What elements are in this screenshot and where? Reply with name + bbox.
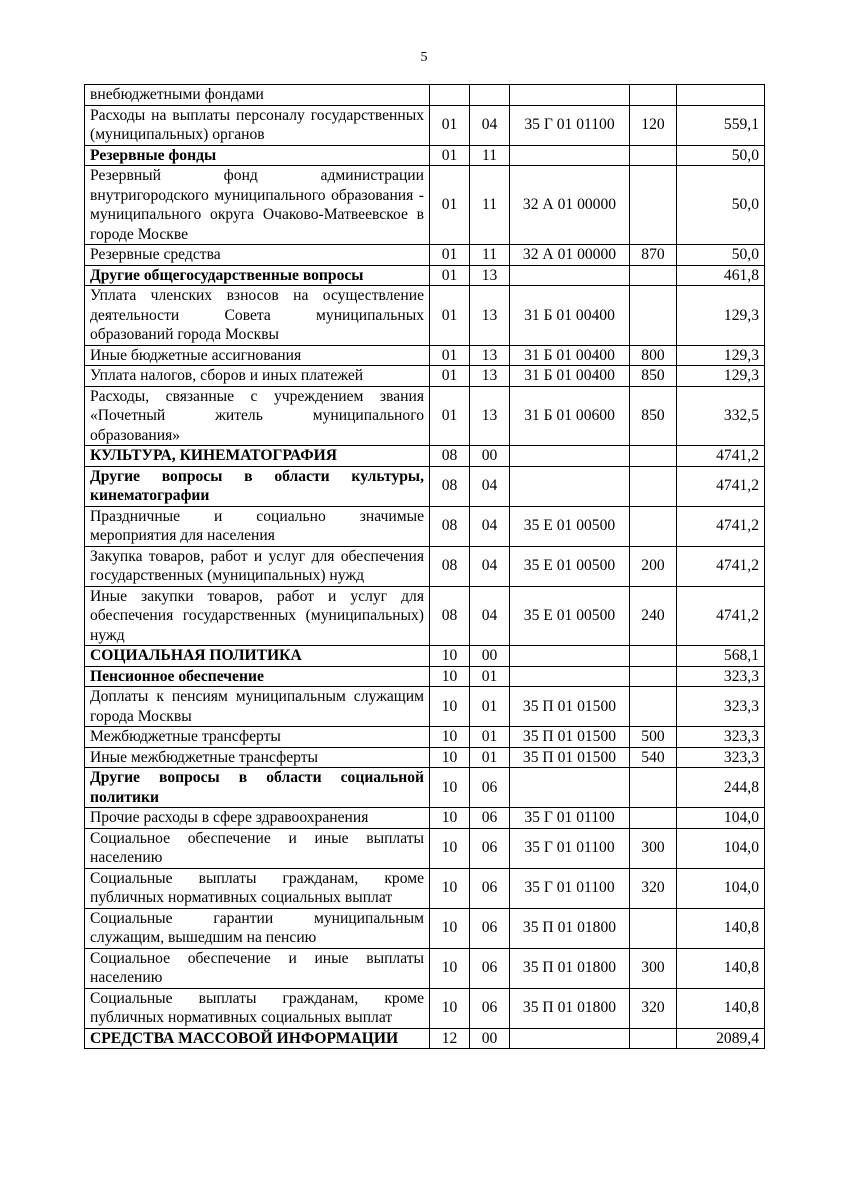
row-section-cell: 10 [430, 768, 470, 808]
table-row [85, 768, 765, 808]
row-section-cell: 08 [430, 466, 470, 506]
row-name-cell: Социальные гарантии муниципальным служащим, вышедшим на пенсию [85, 908, 430, 948]
row-amount-cell: 332,5 [677, 386, 765, 446]
row-name-cell: Прочие расходы в сфере здравоохранения [85, 808, 430, 829]
row-name-cell: Праздничные и социально значимые мероприятия для населения [85, 506, 430, 546]
row-expense-type-cell [630, 446, 677, 467]
table-row [85, 386, 765, 446]
row-target-article-cell [510, 466, 630, 506]
row-section-cell: 10 [430, 727, 470, 748]
table-row [85, 687, 765, 727]
row-target-article-cell [510, 446, 630, 467]
row-expense-type-cell [630, 1028, 677, 1049]
row-section-cell: 01 [430, 366, 470, 387]
row-subsection-cell: 06 [470, 868, 510, 908]
row-section-cell: 08 [430, 586, 470, 646]
table-row [85, 828, 765, 868]
row-name-cell: Уплата членских взносов на осуществление деятельности Совета муниципальных образований города Москвы [85, 286, 430, 346]
row-amount-cell: 323,3 [677, 666, 765, 687]
table-row [85, 166, 765, 245]
row-expense-type-cell [630, 666, 677, 687]
row-target-article-cell: 31 Б 01 00400 [510, 345, 630, 366]
row-subsection-cell: 06 [470, 948, 510, 988]
table-row [85, 646, 765, 667]
row-subsection-cell: 11 [470, 145, 510, 166]
row-section-cell: 01 [430, 145, 470, 166]
row-amount-cell: 50,0 [677, 245, 765, 266]
row-expense-type-cell: 200 [630, 546, 677, 586]
row-section-cell: 12 [430, 1028, 470, 1049]
row-subsection-cell: 01 [470, 727, 510, 748]
row-amount-cell: 461,8 [677, 265, 765, 286]
table-row [85, 868, 765, 908]
row-name-cell: Другие общегосударственные вопросы [85, 265, 430, 286]
row-name-cell: Социальные выплаты гражданам, кроме публичных нормативных социальных выплат [85, 868, 430, 908]
row-target-article-cell: 31 Б 01 00400 [510, 286, 630, 346]
row-section-cell: 01 [430, 105, 470, 145]
row-subsection-cell: 11 [470, 245, 510, 266]
row-subsection-cell: 13 [470, 345, 510, 366]
row-subsection-cell [470, 85, 510, 106]
row-expense-type-cell: 320 [630, 868, 677, 908]
row-section-cell: 08 [430, 506, 470, 546]
row-subsection-cell: 04 [470, 506, 510, 546]
row-name-cell: Доплаты к пенсиям муниципальным служащим города Москвы [85, 687, 430, 727]
row-section-cell: 10 [430, 646, 470, 667]
table-row [85, 345, 765, 366]
table-row [85, 145, 765, 166]
row-amount-cell: 129,3 [677, 286, 765, 346]
row-subsection-cell: 13 [470, 386, 510, 446]
table-row [85, 808, 765, 829]
budget-table [84, 84, 765, 1049]
row-subsection-cell: 04 [470, 546, 510, 586]
row-section-cell: 01 [430, 345, 470, 366]
table-row [85, 727, 765, 748]
row-subsection-cell: 13 [470, 366, 510, 387]
row-name-cell: Закупка товаров, работ и услуг для обеспечения государственных (муниципальных) нужд [85, 546, 430, 586]
row-target-article-cell: 35 Г 01 01100 [510, 105, 630, 145]
table-row [85, 586, 765, 646]
row-target-article-cell: 35 Е 01 00500 [510, 586, 630, 646]
row-section-cell: 10 [430, 868, 470, 908]
row-target-article-cell: 35 Г 01 01100 [510, 868, 630, 908]
row-amount-cell: 4741,2 [677, 446, 765, 467]
row-target-article-cell [510, 646, 630, 667]
row-expense-type-cell: 320 [630, 988, 677, 1028]
table-body [85, 85, 765, 1049]
row-amount-cell: 50,0 [677, 145, 765, 166]
table-row [85, 506, 765, 546]
row-name-cell: Межбюджетные трансферты [85, 727, 430, 748]
table-row [85, 265, 765, 286]
row-expense-type-cell: 870 [630, 245, 677, 266]
row-section-cell: 10 [430, 828, 470, 868]
row-name-cell: Иные межбюджетные трансферты [85, 747, 430, 768]
row-subsection-cell: 01 [470, 666, 510, 687]
row-section-cell: 10 [430, 908, 470, 948]
row-expense-type-cell [630, 506, 677, 546]
row-expense-type-cell [630, 166, 677, 245]
row-target-article-cell: 35 П 01 01800 [510, 988, 630, 1028]
row-amount-cell: 323,3 [677, 747, 765, 768]
row-subsection-cell: 01 [470, 747, 510, 768]
row-subsection-cell: 06 [470, 808, 510, 829]
row-name-cell: Другие вопросы в области культуры, кинематографии [85, 466, 430, 506]
row-section-cell: 01 [430, 166, 470, 245]
row-subsection-cell: 00 [470, 646, 510, 667]
row-target-article-cell [510, 1028, 630, 1049]
row-amount-cell [677, 85, 765, 106]
table-row [85, 988, 765, 1028]
row-subsection-cell: 04 [470, 105, 510, 145]
row-section-cell: 08 [430, 546, 470, 586]
row-amount-cell: 4741,2 [677, 546, 765, 586]
row-expense-type-cell: 500 [630, 727, 677, 748]
row-target-article-cell: 32 А 01 00000 [510, 166, 630, 245]
row-name-cell: Расходы, связанные с учреждением звания «Почетный житель муниципального образования» [85, 386, 430, 446]
row-target-article-cell [510, 768, 630, 808]
row-expense-type-cell [630, 808, 677, 829]
table-row [85, 245, 765, 266]
row-expense-type-cell [630, 466, 677, 506]
row-expense-type-cell: 300 [630, 828, 677, 868]
row-name-cell: Уплата налогов, сборов и иных платежей [85, 366, 430, 387]
row-section-cell: 10 [430, 666, 470, 687]
row-amount-cell: 244,8 [677, 768, 765, 808]
row-amount-cell: 129,3 [677, 345, 765, 366]
row-name-cell: Резервные фонды [85, 145, 430, 166]
row-target-article-cell: 35 Е 01 00500 [510, 546, 630, 586]
row-expense-type-cell [630, 768, 677, 808]
row-name-cell: Социальное обеспечение и иные выплаты населению [85, 948, 430, 988]
row-name-cell: внебюджетными фондами [85, 85, 430, 106]
row-section-cell: 01 [430, 245, 470, 266]
row-amount-cell: 4741,2 [677, 466, 765, 506]
table-row [85, 908, 765, 948]
row-target-article-cell: 32 А 01 00000 [510, 245, 630, 266]
row-subsection-cell: 06 [470, 828, 510, 868]
row-section-cell: 10 [430, 687, 470, 727]
row-expense-type-cell: 300 [630, 948, 677, 988]
row-expense-type-cell [630, 908, 677, 948]
row-subsection-cell: 11 [470, 166, 510, 245]
row-amount-cell: 323,3 [677, 687, 765, 727]
row-expense-type-cell [630, 687, 677, 727]
row-name-cell: Иные бюджетные ассигнования [85, 345, 430, 366]
row-expense-type-cell [630, 265, 677, 286]
row-name-cell: Расходы на выплаты персоналу государственных (муниципальных) органов [85, 105, 430, 145]
row-subsection-cell: 01 [470, 687, 510, 727]
row-target-article-cell: 35 П 01 01500 [510, 747, 630, 768]
row-expense-type-cell [630, 646, 677, 667]
row-amount-cell: 140,8 [677, 908, 765, 948]
row-target-article-cell [510, 145, 630, 166]
row-target-article-cell: 35 П 01 01500 [510, 687, 630, 727]
table-row [85, 286, 765, 346]
row-subsection-cell: 06 [470, 988, 510, 1028]
row-subsection-cell: 04 [470, 586, 510, 646]
row-name-cell: Резервный фонд администрации внутригородского муниципального образования - муниципального округа Очаково-Матвеевское в городе Москве [85, 166, 430, 245]
row-name-cell: Социальные выплаты гражданам, кроме публичных нормативных социальных выплат [85, 988, 430, 1028]
row-expense-type-cell: 540 [630, 747, 677, 768]
row-amount-cell: 559,1 [677, 105, 765, 145]
row-amount-cell: 104,0 [677, 828, 765, 868]
row-subsection-cell: 00 [470, 446, 510, 467]
row-subsection-cell: 06 [470, 768, 510, 808]
table-row [85, 747, 765, 768]
row-amount-cell: 140,8 [677, 948, 765, 988]
table-row [85, 666, 765, 687]
row-expense-type-cell: 800 [630, 345, 677, 366]
row-section-cell [430, 85, 470, 106]
row-expense-type-cell: 850 [630, 366, 677, 387]
row-subsection-cell: 00 [470, 1028, 510, 1049]
row-amount-cell: 4741,2 [677, 586, 765, 646]
row-expense-type-cell: 120 [630, 105, 677, 145]
row-name-cell: Резервные средства [85, 245, 430, 266]
row-target-article-cell: 35 П 01 01800 [510, 948, 630, 988]
row-expense-type-cell: 850 [630, 386, 677, 446]
table-row [85, 948, 765, 988]
row-section-cell: 10 [430, 948, 470, 988]
row-section-cell: 10 [430, 747, 470, 768]
row-section-cell: 01 [430, 386, 470, 446]
row-section-cell: 10 [430, 988, 470, 1028]
row-expense-type-cell [630, 85, 677, 106]
row-target-article-cell: 35 Е 01 00500 [510, 506, 630, 546]
table-row [85, 446, 765, 467]
row-amount-cell: 140,8 [677, 988, 765, 1028]
row-subsection-cell: 06 [470, 908, 510, 948]
row-target-article-cell [510, 265, 630, 286]
row-amount-cell: 2089,4 [677, 1028, 765, 1049]
row-amount-cell: 4741,2 [677, 506, 765, 546]
row-amount-cell: 50,0 [677, 166, 765, 245]
row-target-article-cell: 35 П 01 01800 [510, 908, 630, 948]
row-amount-cell: 104,0 [677, 868, 765, 908]
row-name-cell: Социальное обеспечение и иные выплаты населению [85, 828, 430, 868]
row-section-cell: 08 [430, 446, 470, 467]
row-section-cell: 10 [430, 808, 470, 829]
row-amount-cell: 323,3 [677, 727, 765, 748]
row-amount-cell: 129,3 [677, 366, 765, 387]
table-row [85, 85, 765, 106]
row-name-cell: Другие вопросы в области социальной политики [85, 768, 430, 808]
page-number: 5 [420, 50, 428, 65]
row-expense-type-cell [630, 145, 677, 166]
row-expense-type-cell: 240 [630, 586, 677, 646]
row-target-article-cell [510, 85, 630, 106]
table-row [85, 105, 765, 145]
row-amount-cell: 104,0 [677, 808, 765, 829]
row-subsection-cell: 13 [470, 265, 510, 286]
table-row [85, 366, 765, 387]
table-row [85, 466, 765, 506]
row-section-cell: 01 [430, 265, 470, 286]
row-target-article-cell: 31 Б 01 00400 [510, 366, 630, 387]
row-target-article-cell [510, 666, 630, 687]
row-expense-type-cell [630, 286, 677, 346]
row-target-article-cell: 35 П 01 01500 [510, 727, 630, 748]
row-name-cell: Пенсионное обеспечение [85, 666, 430, 687]
row-subsection-cell: 13 [470, 286, 510, 346]
row-subsection-cell: 04 [470, 466, 510, 506]
row-target-article-cell: 31 Б 01 00600 [510, 386, 630, 446]
row-amount-cell: 568,1 [677, 646, 765, 667]
row-target-article-cell: 35 Г 01 01100 [510, 828, 630, 868]
row-name-cell: КУЛЬТУРА, КИНЕМАТОГРАФИЯ [85, 446, 430, 467]
row-target-article-cell: 35 Г 01 01100 [510, 808, 630, 829]
table-row [85, 546, 765, 586]
table-row [85, 1028, 765, 1049]
row-section-cell: 01 [430, 286, 470, 346]
row-name-cell: СРЕДСТВА МАССОВОЙ ИНФОРМАЦИИ [85, 1028, 430, 1049]
row-name-cell: Иные закупки товаров, работ и услуг для обеспечения государственных (муниципальных) нужд [85, 586, 430, 646]
row-name-cell: СОЦИАЛЬНАЯ ПОЛИТИКА [85, 646, 430, 667]
